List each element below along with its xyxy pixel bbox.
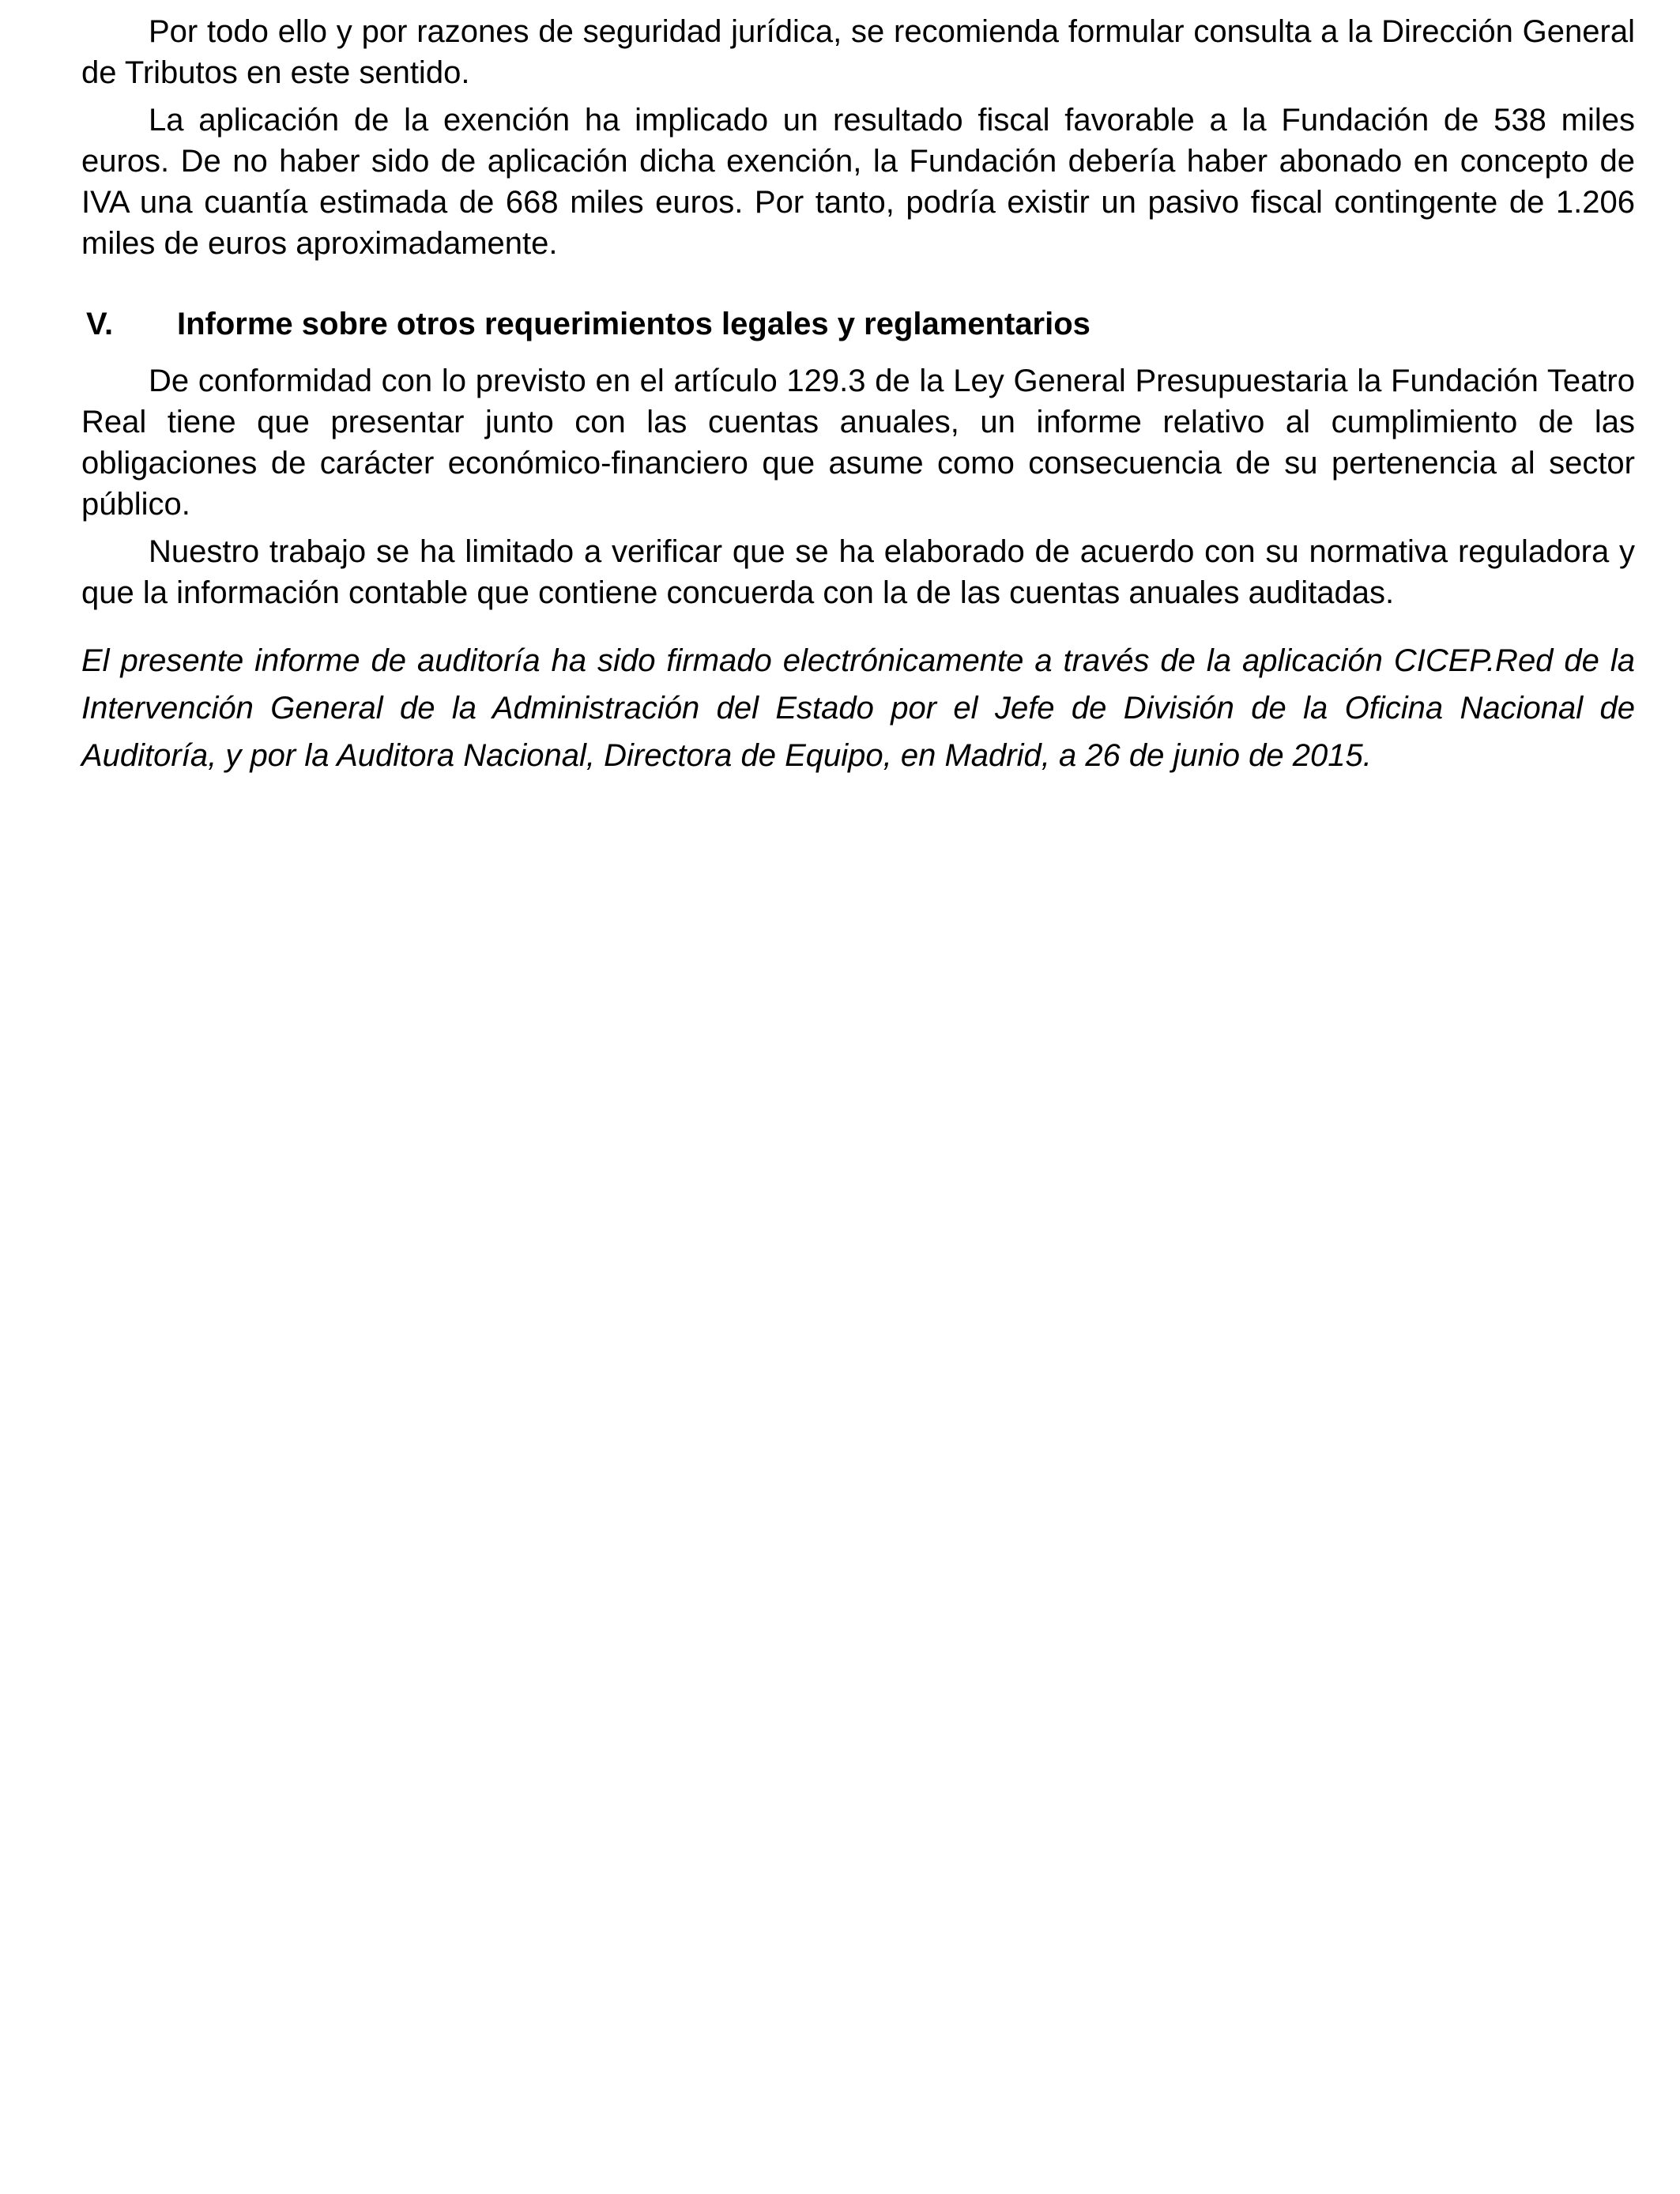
section-title: Informe sobre otros requerimientos legales y reglamentarios [177,307,1090,341]
section-number: V. [86,307,114,341]
paragraph-ley-presupuestaria: De conformidad con lo previsto en el artículo 129.3 de la Ley General Presupuestaria la Fundación Teatro Real tiene que presentar junto con las cuentas anuales, un informe relativo al cumplimiento de las obligaciones de carácter económico-financiero que asume como consecuencia de su pertenencia al sector público. [81,364,1635,522]
document-page [81,11,1635,779]
signature-note: El presente informe de auditoría ha sido firmado electrónicamente a través de la aplicación CICEP.Red de la Intervención General de la Administración del Estado por el Jefe de División de la Oficina Nacional de Auditoría, y por la Auditora Nacional, Directora de Equipo, en Madrid, a 26 de junio de 2015. [81,643,1635,773]
paragraph-consulta-dgt: Por todo ello y por razones de seguridad jurídica, se recomienda formular consulta a la Dirección General de Tributos en este sentido. [81,14,1635,90]
paragraph-pasivo-fiscal: La aplicación de la exención ha implicado un resultado fiscal favorable a la Fundación de 538 miles euros. De no haber sido de aplicación dicha exención, la Fundación debería haber abonado en concepto de IVA una cuantía estimada de 668 miles euros. Por tanto, podría existir un pasivo fiscal contingente de 1.206 miles de euros aproximadamente. [81,103,1635,261]
section-heading [81,303,1635,345]
paragraph-nuestro-trabajo: Nuestro trabajo se ha limitado a verificar que se ha elaborado de acuerdo con su normativa reguladora y que la información contable que contiene concuerda con la de las cuentas anuales auditadas. [81,534,1635,610]
